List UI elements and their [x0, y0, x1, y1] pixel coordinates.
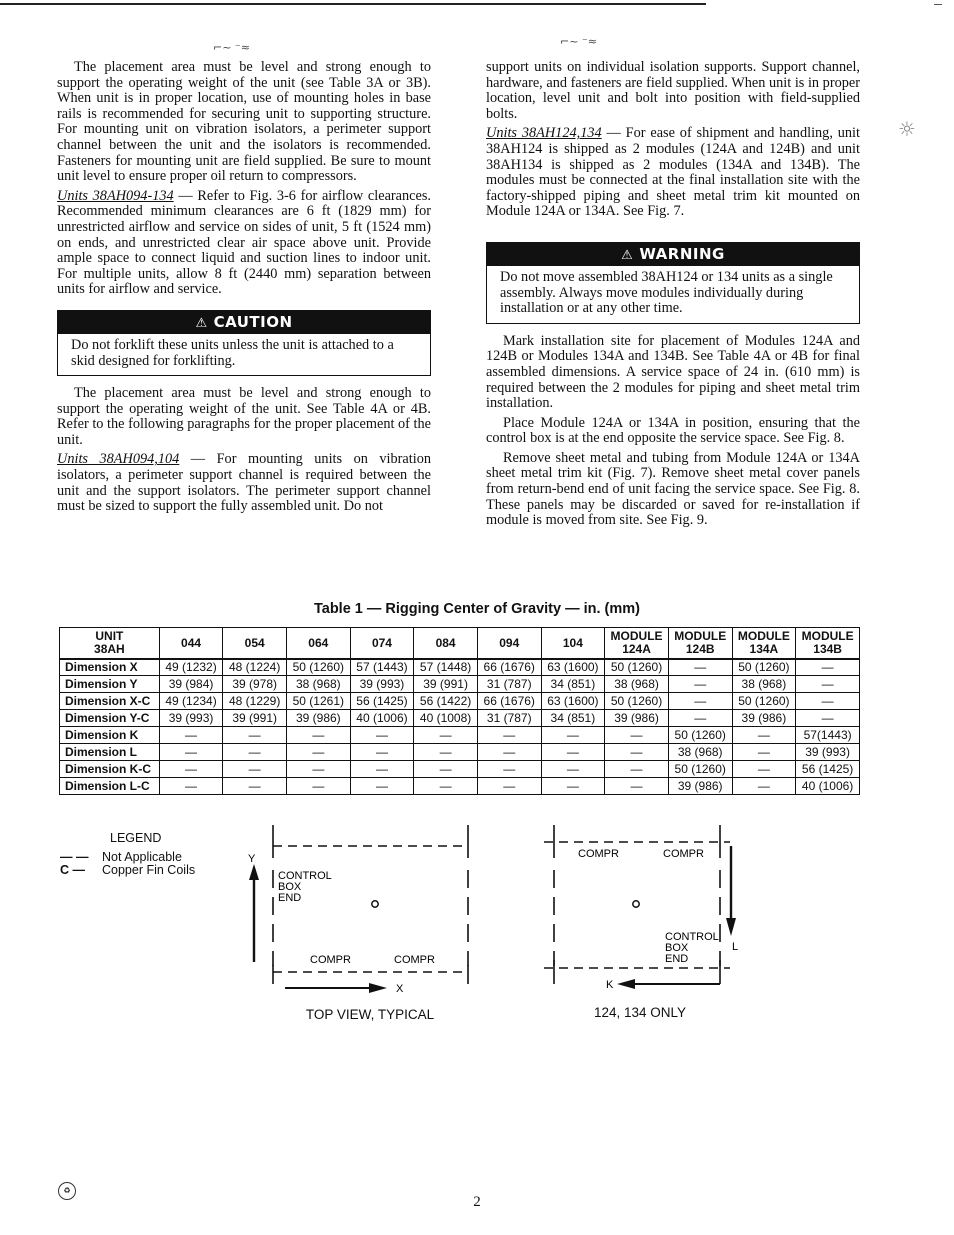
table-cell: —	[414, 727, 478, 744]
row-label: Dimension K-C	[60, 761, 160, 778]
right-column	[486, 60, 860, 533]
col-header: 094	[477, 628, 541, 659]
recycle-icon: ♻	[58, 1182, 76, 1200]
table-cell: —	[668, 659, 732, 676]
row-label: Dimension K	[60, 727, 160, 744]
paragraph	[57, 452, 431, 514]
table-cell: 40 (1006)	[796, 778, 860, 795]
diagram-label: CONTROL	[278, 870, 332, 882]
col-header-module: MODULE 134A	[732, 628, 796, 659]
table-cell: —	[159, 727, 223, 744]
table-cell: —	[223, 761, 287, 778]
table-cell: —	[287, 727, 351, 744]
module-diagram	[540, 820, 750, 1000]
table-cell: —	[287, 778, 351, 795]
table-cell: 39 (993)	[796, 744, 860, 761]
table-cell: 66 (1676)	[477, 693, 541, 710]
col-header-module: MODULE 134B	[796, 628, 860, 659]
center-of-gravity-icon	[372, 901, 378, 907]
page-number: 2	[473, 1194, 481, 1210]
col-header: 044	[159, 628, 223, 659]
caution-title: CAUTION	[213, 312, 293, 331]
section-lead: Units 38AH094-134	[57, 187, 174, 204]
table-row	[60, 778, 860, 795]
legend-title: LEGEND	[110, 831, 162, 845]
rigging-table	[59, 627, 860, 795]
arrow-down-icon	[726, 918, 736, 936]
table-header-row	[60, 628, 860, 659]
diagram-label: CONTROL	[665, 931, 719, 943]
table-row	[60, 761, 860, 778]
table-cell: —	[796, 710, 860, 727]
arrow-right-icon	[369, 983, 387, 993]
table-cell: —	[287, 761, 351, 778]
table-row	[60, 744, 860, 761]
table-cell: 50 (1260)	[605, 693, 669, 710]
table-cell: 31 (787)	[477, 676, 541, 693]
corner-mark	[934, 4, 942, 5]
table-cell: —	[605, 778, 669, 795]
table-cell: 49 (1234)	[159, 693, 223, 710]
table-cell: —	[477, 761, 541, 778]
table-cell: —	[541, 761, 605, 778]
paragraph: Mark installation site for placement of Modules 124A and 124B or Modules 134A and 134B. See Table 4A or 4B for final assembled dimensions. A service space of 24 in. (610 mm) is required between the 2 modules for piping and sheet metal trim installation.	[486, 332, 860, 412]
table-cell: 39 (986)	[287, 710, 351, 727]
table-cell: 57(1443)	[796, 727, 860, 744]
table-cell: —	[605, 744, 669, 761]
col-header-module: MODULE 124A	[605, 628, 669, 659]
paragraph: Place Module 124A or 134A in position, ensuring that the control box is at the end opposite the service space. See Fig. 8.	[486, 414, 860, 447]
table-cell: —	[605, 761, 669, 778]
table-cell: 40 (1008)	[414, 710, 478, 727]
table-cell: —	[350, 744, 414, 761]
table-body	[60, 659, 860, 795]
table-row	[60, 676, 860, 693]
axis-label-k: K	[606, 979, 614, 991]
table-cell: —	[477, 727, 541, 744]
row-label: Dimension X-C	[60, 693, 160, 710]
table-cell: —	[541, 727, 605, 744]
caution-header	[58, 311, 430, 334]
table-cell: —	[350, 761, 414, 778]
row-label: Dimension L	[60, 744, 160, 761]
warning-header	[487, 243, 859, 266]
warning-triangle-icon: ⚠	[621, 247, 634, 263]
table-cell: 66 (1676)	[477, 659, 541, 676]
table-cell: 57 (1448)	[414, 659, 478, 676]
paragraph-text: — For mounting units on vibration isolators, a perimeter support channel is required between the unit and the support isolators. The perimeter support channel must be sized to support the fully assembled unit. Do not	[57, 451, 431, 515]
paragraph	[486, 126, 860, 220]
table-cell: —	[796, 676, 860, 693]
table-row	[60, 659, 860, 676]
col-header: 064	[287, 628, 351, 659]
section-lead: Units 38AH094,104	[57, 451, 180, 468]
table-cell: —	[668, 676, 732, 693]
paragraph	[57, 189, 431, 298]
paragraph-text: — Refer to Fig. 3-6 for airflow clearances. Recommended minimum clearances are 6 ft (1829 mm) for unrestricted airflow and service on sides of unit, 5 ft (1524 mm) on ends, and unrestricted clear air space above unit. Provide ample space to connect liquid and suction lines to indoor unit. For multiple units, allow 8 ft (2440 mm) separation between units for airflow and service.	[57, 187, 432, 298]
table-title: Table 1 — Rigging Center of Gravity — in. (mm)	[313, 601, 641, 617]
table-cell: —	[732, 744, 796, 761]
row-label: Dimension L-C	[60, 778, 160, 795]
table-cell: 34 (851)	[541, 710, 605, 727]
legend-item: C — Copper Fin Coils	[60, 863, 196, 877]
table-cell: 38 (968)	[732, 676, 796, 693]
table-cell: 50 (1260)	[668, 727, 732, 744]
diagram-caption: 124, 134 ONLY	[593, 1005, 687, 1020]
paragraph: Remove sheet metal and tubing from Module 124A or 134A sheet metal trim kit (Fig. 7). Remove sheet metal cover panels from return-bend end of unit facing the service space. See Fig. 8. These panels may be discarded or saved for re-installation if module is moved from site. See Fig. 9.	[486, 449, 860, 529]
table-cell: 39 (986)	[605, 710, 669, 727]
legend-item: — — Not Applicable	[60, 850, 182, 864]
table-cell: —	[414, 744, 478, 761]
warning-triangle-icon: ⚠	[195, 315, 208, 331]
col-header: 074	[350, 628, 414, 659]
diagram-label: END	[278, 892, 302, 904]
table-cell: —	[605, 727, 669, 744]
column-marker-left: ⌐~ ⁻≈	[213, 41, 250, 54]
table-cell: 49 (1232)	[159, 659, 223, 676]
table-row	[60, 693, 860, 710]
col-header-module: MODULE 124B	[668, 628, 732, 659]
table-cell: —	[796, 693, 860, 710]
table-cell: —	[477, 778, 541, 795]
top-view-diagram	[240, 820, 480, 1000]
table-cell: 39 (984)	[159, 676, 223, 693]
diagram-label: END	[665, 953, 689, 965]
table-cell: 50 (1260)	[668, 761, 732, 778]
table-cell: 39 (993)	[350, 676, 414, 693]
diagram-label: BOX	[665, 942, 689, 954]
paragraph: support units on individual isolation supports. Support channel, hardware, and fasteners are field supplied. When unit is in proper location, level unit and bolt into position with field-supplied bolts.	[486, 59, 860, 122]
diagram-label: COMPR	[578, 848, 619, 860]
warning-box	[486, 242, 860, 324]
table-cell: 31 (787)	[477, 710, 541, 727]
table-cell: 38 (968)	[605, 676, 669, 693]
table-cell: —	[477, 744, 541, 761]
table-cell: 39 (991)	[223, 710, 287, 727]
col-header: 104	[541, 628, 605, 659]
table-cell: —	[796, 659, 860, 676]
table-cell: 48 (1224)	[223, 659, 287, 676]
table-cell: —	[159, 761, 223, 778]
caution-box	[57, 310, 431, 376]
table-cell: 40 (1006)	[350, 710, 414, 727]
table-cell: —	[350, 727, 414, 744]
col-header: 084	[414, 628, 478, 659]
table-cell: 50 (1260)	[732, 693, 796, 710]
table-cell: 50 (1260)	[732, 659, 796, 676]
table-cell: —	[732, 727, 796, 744]
table-cell: —	[541, 744, 605, 761]
axis-label-y: Y	[248, 853, 256, 865]
row-label: Dimension X	[60, 659, 160, 676]
table-cell: —	[350, 778, 414, 795]
table-cell: 50 (1260)	[605, 659, 669, 676]
top-rule	[0, 3, 706, 5]
diagram-caption: TOP VIEW, TYPICAL	[305, 1007, 435, 1022]
table-cell: —	[223, 727, 287, 744]
diagram-label: COMPR	[663, 848, 704, 860]
center-of-gravity-icon	[633, 901, 639, 907]
scan-speck: ☼	[898, 117, 916, 141]
table-cell: 63 (1600)	[541, 693, 605, 710]
table-cell: 39 (986)	[668, 778, 732, 795]
table-cell: 48 (1229)	[223, 693, 287, 710]
axis-label-x: X	[396, 983, 404, 995]
diagram-label: COMPR	[394, 954, 435, 966]
table-cell: —	[159, 744, 223, 761]
row-label: Dimension Y	[60, 676, 160, 693]
axis-label-l: L	[732, 941, 739, 953]
table-cell: 56 (1422)	[414, 693, 478, 710]
arrow-left-icon	[617, 979, 635, 989]
diagram-label: COMPR	[310, 954, 351, 966]
table-cell: 38 (968)	[287, 676, 351, 693]
warning-title: WARNING	[639, 244, 725, 263]
warning-text: Do not move assembled 38AH124 or 134 units as a single assembly. Always move modules individually during installation or at any other time.	[500, 268, 833, 317]
table-cell: 39 (991)	[414, 676, 478, 693]
table-cell: 38 (968)	[668, 744, 732, 761]
left-column	[57, 60, 431, 519]
table-cell: —	[414, 761, 478, 778]
row-label: Dimension Y-C	[60, 710, 160, 727]
table-cell: —	[541, 778, 605, 795]
section-lead: Units 38AH124,134	[486, 125, 602, 142]
table-cell: 63 (1600)	[541, 659, 605, 676]
paragraph: The placement area must be level and strong enough to support the operating weight of the unit. See Table 4A or 4B. Refer to the following paragraphs for the proper placement of the unit.	[57, 385, 431, 448]
table-cell: 50 (1261)	[287, 693, 351, 710]
table-row	[60, 710, 860, 727]
col-header: 054	[223, 628, 287, 659]
paragraph-text: — For ease of shipment and handling, unit 38AH124 is shipped as 2 modules (124A and 124B) and unit 38AH134 is shipped as 2 modules (134A and 134B). The modules must be connected at the final installation site with the factory-shipped piping and sheet metal trim kit mounted on Module 124A or 134A. See Fig. 7.	[486, 125, 860, 220]
col-header-unit: UNIT 38AH	[60, 628, 160, 659]
table-row	[60, 727, 860, 744]
table-cell: —	[668, 693, 732, 710]
table-cell: —	[732, 761, 796, 778]
table-cell: —	[223, 778, 287, 795]
table-cell: —	[223, 744, 287, 761]
table-cell: 39 (993)	[159, 710, 223, 727]
column-marker-right: ⌐~ ⁻≈	[560, 35, 597, 48]
table-cell: —	[287, 744, 351, 761]
table-cell: 57 (1443)	[350, 659, 414, 676]
table-cell: 50 (1260)	[287, 659, 351, 676]
table-cell: 34 (851)	[541, 676, 605, 693]
table-cell: —	[668, 710, 732, 727]
arrow-up-icon	[249, 864, 259, 880]
table-cell: 56 (1425)	[796, 761, 860, 778]
paragraph: The placement area must be level and strong enough to support the operating weight of the unit (see Table 3A or 3B). When unit is in proper location, use of mounting holes in base rails is recommended for securing unit to supporting structure. For mounting unit on vibration isolators, a perimeter support channel between the unit and the isolators is recommended. Fasteners for mounting unit are field supplied. Be sure to mount unit level to ensure proper oil return to compressors.	[57, 59, 431, 185]
table-cell: —	[159, 778, 223, 795]
caution-text: Do not forklift these units unless the unit is attached to a skid designed for forklifting.	[71, 336, 394, 369]
table-cell: 39 (978)	[223, 676, 287, 693]
table-cell: —	[414, 778, 478, 795]
diagram-label: BOX	[278, 881, 302, 893]
table-cell: —	[732, 778, 796, 795]
table-cell: 56 (1425)	[350, 693, 414, 710]
table-cell: 39 (986)	[732, 710, 796, 727]
